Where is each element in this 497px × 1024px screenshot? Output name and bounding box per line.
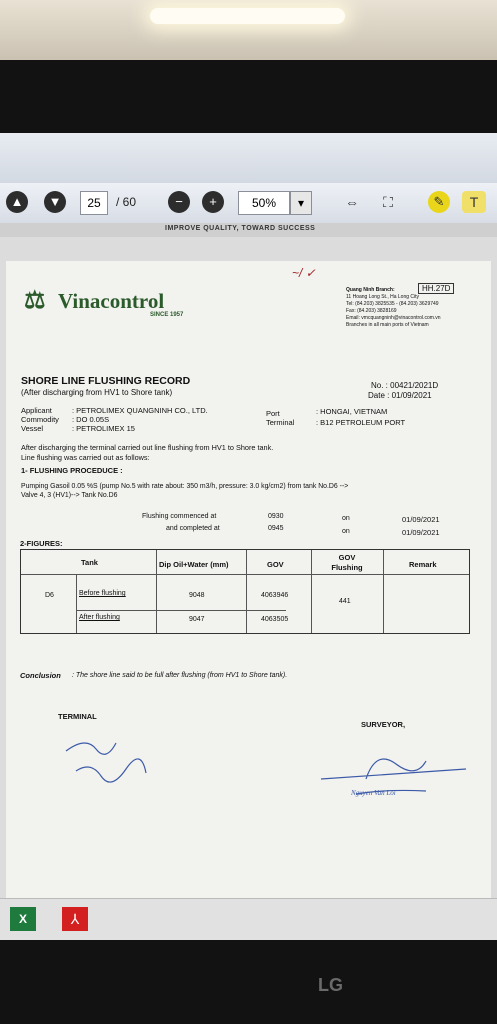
table-col-divider xyxy=(76,574,77,633)
table-col-divider xyxy=(156,550,157,633)
zoom-level-input[interactable]: 50% xyxy=(238,191,290,215)
zoom-out-button[interactable]: − xyxy=(168,191,190,213)
branch-fax: Fax: (84.203) 3828169 xyxy=(346,308,397,314)
terminal-label: Terminal xyxy=(266,418,295,427)
table-row-divider-gov xyxy=(76,610,286,611)
section-figures: 2-FIGURES: xyxy=(20,539,63,548)
terminal-signature xyxy=(56,731,176,791)
branch-name: Quang Ninh Branch: xyxy=(346,287,395,293)
table-col-divider xyxy=(311,550,312,633)
previous-page-edge xyxy=(0,223,497,237)
record-date: Date : 01/09/2021 xyxy=(368,391,432,400)
next-page-button[interactable]: ▼ xyxy=(44,191,66,213)
table-cell-before-dip: 9048 xyxy=(189,592,205,599)
table-cell-before-gov: 4063946 xyxy=(261,592,289,599)
monitor-brand-logo: LG xyxy=(318,975,343,995)
table-col-divider xyxy=(383,550,384,633)
highlight-tool-icon[interactable]: T xyxy=(462,191,486,213)
conclusion-label: Conclusion xyxy=(20,671,61,680)
commenced-label: Flushing commenced at xyxy=(142,513,217,520)
wall-background xyxy=(0,0,497,62)
pdf-viewer-window xyxy=(0,133,497,940)
table-header-dip: Dip Oil+Water (mm) xyxy=(159,560,229,569)
intro-paragraph-2: Line flushing was carried out as follows: xyxy=(21,453,150,462)
excel-app-icon[interactable]: X xyxy=(10,907,36,931)
commenced-on: on xyxy=(342,515,350,522)
completed-time: 0945 xyxy=(268,525,284,532)
surveyor-signature-label: SURVEYOR, xyxy=(361,720,406,729)
terminal-value: : B12 PETROLEUM PORT xyxy=(316,418,406,427)
page-banner: IMPROVE QUALITY, TOWARD SUCCESS xyxy=(165,225,316,232)
table-header-tank: Tank xyxy=(81,558,98,567)
branch-address: 11 Hoang Long St., Ha Long City xyxy=(346,294,420,300)
table-cell-after-dip: 9047 xyxy=(189,616,205,623)
surveyor-signature xyxy=(316,739,476,809)
commenced-date: 01/09/2021 xyxy=(402,515,440,524)
vessel-label: Vessel xyxy=(21,424,44,433)
page-total: / 60 xyxy=(116,195,137,209)
window-top-area xyxy=(0,133,497,183)
commodity-label: Commodity xyxy=(21,415,59,424)
figures-table xyxy=(20,549,470,634)
procedure-line-2: Valve 4, 3 (HV1)--> Tank No.D6 xyxy=(21,492,118,499)
branch-email: Email: vmcquangninh@vinacontrol.com.vn xyxy=(346,315,441,321)
form-code: HH.27D xyxy=(418,283,454,294)
table-cell-after-label: After flushing xyxy=(79,614,120,621)
pdf-toolbar xyxy=(0,183,497,224)
company-logo: Vinacontrol xyxy=(58,289,165,313)
surveyor-name: Nguyen Van Loi xyxy=(351,789,396,797)
pdf-app-icon[interactable]: ⅄ xyxy=(62,907,88,931)
branch-note: Branches in all main ports of Vietnam xyxy=(346,322,429,328)
record-title: SHORE LINE FLUSHING RECORD xyxy=(21,375,191,387)
vessel-value: : PETROLIMEX 15 xyxy=(72,424,135,433)
table-header-remark: Remark xyxy=(409,560,437,569)
document-page xyxy=(6,261,491,911)
table-header-gov: GOV xyxy=(267,560,284,569)
table-cell-gov-flushing: 441 xyxy=(339,598,351,605)
intro-paragraph: After discharging the terminal carried out line flushing from HV1 to Shore tank. xyxy=(21,443,274,452)
logo-since: SINCE 1957 xyxy=(150,312,184,318)
prev-page-button[interactable]: ▲ xyxy=(6,191,28,213)
completed-on: on xyxy=(342,528,350,535)
commodity-value: : DO 0.05S xyxy=(72,415,110,424)
ceiling-lamp xyxy=(150,8,345,24)
table-cell-tank: D6 xyxy=(45,592,54,599)
port-label: Port xyxy=(266,409,280,418)
fit-page-icon[interactable]: ⛶ xyxy=(383,194,393,210)
conclusion-text: : The shore line said to be full after flushing (from HV1 to Shore tank). xyxy=(72,672,288,679)
table-cell-after-gov: 4063505 xyxy=(261,616,289,623)
comment-icon[interactable]: ✎ xyxy=(428,191,450,213)
table-cell-before-label: Before flushing xyxy=(79,590,126,597)
record-number: No. : 00421/2021D xyxy=(371,381,439,390)
applicant-label: Applicant xyxy=(21,406,52,415)
completed-date: 01/09/2021 xyxy=(402,528,440,537)
record-subtitle: (After discharging from HV1 to Shore tank) xyxy=(21,388,173,397)
commenced-time: 0930 xyxy=(268,513,284,520)
handwritten-mark: ~/ ✓ xyxy=(292,266,316,280)
taskbar xyxy=(0,898,497,940)
zoom-in-button[interactable]: + xyxy=(202,191,224,213)
section-flushing-procedure: 1- FLUSHING PROCEDUCE : xyxy=(21,466,123,475)
table-header-divider xyxy=(21,574,469,575)
terminal-signature-label: TERMINAL xyxy=(58,712,97,721)
port-value: : HONGAI, VIETNAM xyxy=(316,407,388,416)
completed-label: and completed at xyxy=(166,525,220,532)
applicant-value: : PETROLIMEX QUANGNINH CO., LTD. xyxy=(72,406,208,415)
fit-width-icon[interactable]: ⇔ xyxy=(345,194,359,210)
branch-tel: Tel: (84.203) 3825535 - (84.203) 3629749 xyxy=(346,301,439,307)
zoom-dropdown-chevron-down-icon[interactable]: ▾ xyxy=(290,191,312,215)
scale-logo-icon: ⚖ xyxy=(24,287,46,314)
procedure-line-1: Pumping Gasoil 0.05 %S (pump No.5 with rate about: 350 m3/h, pressure: 3.0 kg/cm2) from tank No.D6 --> xyxy=(21,483,349,490)
table-col-divider xyxy=(246,550,247,633)
page-number-input[interactable]: 25 xyxy=(80,191,108,215)
table-header-gov-flushing: GOV Flushing xyxy=(331,553,363,572)
